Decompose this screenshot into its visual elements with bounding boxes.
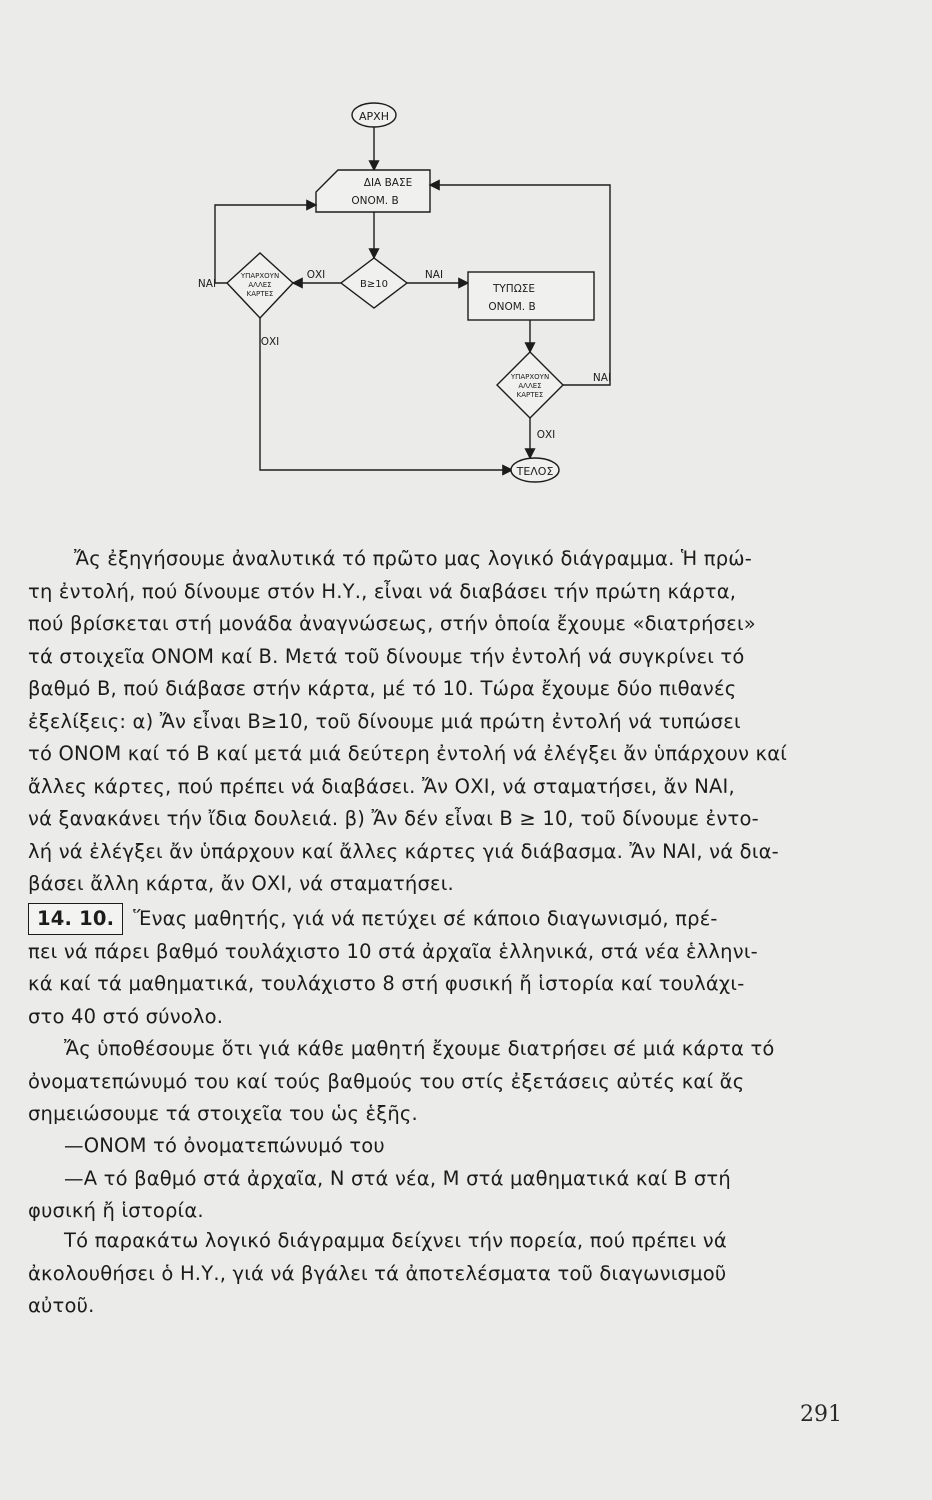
yes-label-left: ΝΑΙ [197,278,217,290]
definition-continuation: φυσική ἤ ἱστορία. [28,1199,204,1222]
yes-label-1: ΝΑΙ [424,269,444,281]
more-cards-right-line1: ΥΠΑΡΧΟΥΝ [510,373,550,381]
read-label-line2: ΟΝΟΜ. Β [351,195,399,207]
text-line: ἄλλες κάρτες, πού πρέπει νά διαβάσει. Ἄν ΟΧΙ, νά σταματήσει, ἄν ΝΑΙ, [28,774,735,798]
assumption-paragraph [28,1033,828,1131]
text-line: τά στοιχεῖα ΟΝΟΜ καί Β. Μετά τοῦ δίνουμε τήν ἐντολή νά συγκρίνει τό [28,644,745,668]
text-line: σημειώσουμε τά στοιχεῖα του ὡς ἑξῆς. [28,1102,418,1125]
text-line: βάσει ἄλλη κάρτα, ἄν ΟΧΙ, νά σταματήσει. [28,872,454,895]
print-label-line1: ΤΥΠΩΣΕ [492,283,536,295]
more-cards-right-line2: ΑΛΛΕΣ [518,382,542,390]
flowchart-diagram [0,0,932,500]
end-label: ΤΕΛΟΣ [516,465,554,478]
page-number: 291 [800,1402,842,1427]
diagram-intro-paragraph [28,1225,828,1323]
more-cards-left-line2: ΑΛΛΕΣ [248,281,272,289]
more-cards-right-line3: ΚΑΡΤΕΣ [516,391,544,399]
more-cards-left-line1: ΥΠΑΡΧΟΥΝ [240,272,280,280]
end-terminal [511,458,559,482]
yes-label-right: ΝΑΙ [592,372,612,384]
text-line: Ἄς ἐξηγήσουμε ἀναλυτικά τό πρῶτο μας λογικό διάγραμμα. Ἡ πρώ- [74,547,753,570]
start-label: ΑΡΧΗ [359,110,389,123]
text-line: πει νά πάρει βαθμό τουλάχιστο 10 στά ἀρχαῖα ἑλληνικά, στά νέα ἑλληνι- [28,939,758,963]
text-line: τη ἐντολή, πού δίνουμε στόν Η.Υ., εἶναι νά διαβάσει τήν πρώτη κάρτα, [28,579,737,603]
definition-item: —Α τό βαθμό στά ἀρχαῖα, Ν στά νέα, Μ στά μαθηματικά καί Β στή [64,1166,731,1190]
print-box [468,272,594,320]
section-14-10 [28,903,828,1033]
no-label-right: ΟΧΙ [536,429,556,441]
definition-item: —ΟΝΟΜ τό ὀνοματεπώνυμό του [64,1134,385,1157]
text-line: τό ΟΝΟΜ καί τό Β καί μετά μιά δεύτερη ἐντολή νά ἐλέγξει ἄν ὑπάρχουν καί [28,742,788,765]
decision-b-ge-10 [341,258,407,308]
no-label-1: ΟΧΙ [306,269,326,281]
text-line: πού βρίσκεται στή μονάδα ἀναγνώσεως, στήν ὁποία ἔχουμε «διατρήσει» [28,612,756,635]
text-line: ἀκολουθήσει ὁ Η.Υ., γιά νά βγάλει τά ἀποτελέσματα τοῦ διαγωνισμοῦ [28,1261,727,1285]
arrow-left-no-end [260,318,512,470]
decision-more-cards-right [497,352,563,418]
text-line: ἐξελίξεις: α) Ἄν εἶναι Β≥10, τοῦ δίνουμε μιά πρώτη ἐντολή νά τυπώσει [28,709,741,733]
definitions-list [28,1130,828,1228]
read-card-box [316,170,430,212]
text-line: βαθμό Β, πού διάβασε στήν κάρτα, μέ τό 10. Τώρα ἔχουμε δύο πιθανές [28,677,737,700]
text-line: Ἄς ὑποθέσουμε ὅτι γιά κάθε μαθητή ἔχουμε διατρήσει σέ μιά κάρτα τό [64,1037,775,1060]
read-label-line1: ΔΙΑ ΒΑΣΕ [363,177,413,189]
text-line: λή νά ἐλέγξει ἄν ὑπάρχουν καί ἄλλες κάρτες γιά διάβασμα. Ἄν ΝΑΙ, νά δια- [28,839,779,863]
print-label-line2: ΟΝΟΜ. Β [488,301,536,313]
start-terminal [352,103,396,127]
text-line: κά καί τά μαθηματικά, τουλάχιστο 8 στή φυσική ἤ ἱστορία καί τουλάχι- [28,972,745,995]
explanation-paragraph [28,543,828,901]
section-first-line: Ἕνας μαθητής, γιά νά πετύχει σέ κάποιο διαγωνισμό, πρέ- [133,907,718,930]
more-cards-left-line3: ΚΑΡΤΕΣ [246,290,274,298]
text-line: Τό παρακάτω λογικό διάγραμμα δείχνει τήν πορεία, πού πρέπει νά [64,1229,727,1252]
decision-more-cards-left [227,253,293,318]
decision-b-label: Β≥10 [360,279,388,290]
text-line: στο 40 στό σύνολο. [28,1004,224,1028]
section-number: 14. 10. [28,903,123,935]
no-label-left: ΟΧΙ [260,336,280,348]
text-line: αὐτοῦ. [28,1294,95,1317]
text-line: νά ξανακάνει τήν ἴδια δουλειά. β) Ἄν δέν εἶναι Β ≥ 10, τοῦ δίνουμε ἐντο- [28,807,759,830]
text-line: ὀνοματεπώνυμό του καί τούς βαθμούς του στίς ἐξετάσεις αὐτές καί ἄς [28,1069,745,1093]
